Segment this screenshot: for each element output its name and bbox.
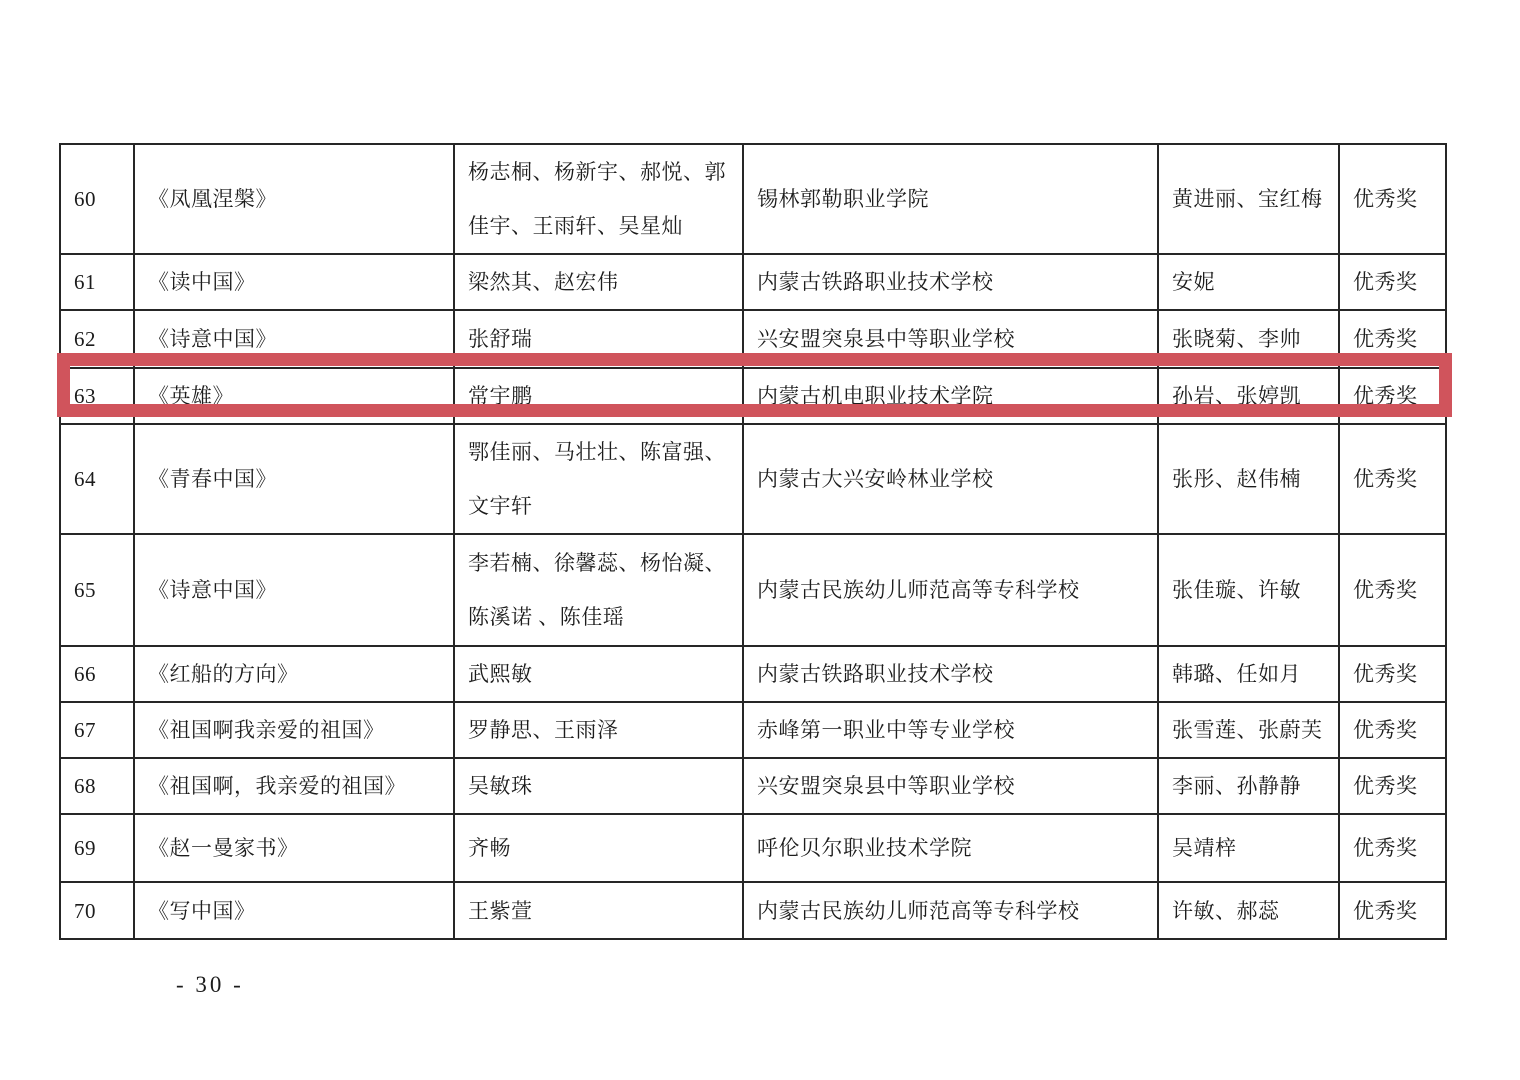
row-number-cell: 65 bbox=[60, 534, 134, 646]
table-row bbox=[60, 310, 1446, 368]
work-title-cell: 《祖国啊，我亲爱的祖国》 bbox=[134, 758, 454, 814]
participants-cell: 吴敏珠 bbox=[454, 758, 743, 814]
instructors-cell: 许敏、郝蕊 bbox=[1158, 882, 1339, 939]
instructors-cell: 孙岩、张婷凯 bbox=[1158, 368, 1339, 424]
row-number-cell: 67 bbox=[60, 702, 134, 758]
table-row bbox=[60, 424, 1446, 534]
school-cell: 赤峰第一职业中等专业学校 bbox=[743, 702, 1158, 758]
award-cell: 优秀奖 bbox=[1339, 882, 1446, 939]
instructors-cell: 吴靖梓 bbox=[1158, 814, 1339, 882]
row-number-cell: 63 bbox=[60, 368, 134, 424]
instructors-cell: 安妮 bbox=[1158, 254, 1339, 310]
award-cell: 优秀奖 bbox=[1339, 368, 1446, 424]
row-number-cell: 64 bbox=[60, 424, 134, 534]
school-cell: 内蒙古民族幼儿师范高等专科学校 bbox=[743, 882, 1158, 939]
participants-cell: 王紫萱 bbox=[454, 882, 743, 939]
participants-cell: 张舒瑞 bbox=[454, 310, 743, 368]
work-title-cell: 《写中国》 bbox=[134, 882, 454, 939]
table-row bbox=[60, 534, 1446, 646]
instructors-cell: 张晓菊、李帅 bbox=[1158, 310, 1339, 368]
page-number: - 30 - bbox=[176, 972, 244, 997]
school-cell: 内蒙古铁路职业技术学校 bbox=[743, 254, 1158, 310]
award-cell: 优秀奖 bbox=[1339, 254, 1446, 310]
work-title-cell: 《诗意中国》 bbox=[134, 310, 454, 368]
participants-cell: 杨志桐、杨新宇、郝悦、郭佳宇、王雨轩、吴星灿 bbox=[454, 144, 743, 254]
instructors-cell: 张雪莲、张蔚芙 bbox=[1158, 702, 1339, 758]
instructors-cell: 李丽、孙静静 bbox=[1158, 758, 1339, 814]
work-title-cell: 《凤凰涅槃》 bbox=[134, 144, 454, 254]
table-row bbox=[60, 882, 1446, 939]
school-cell: 内蒙古民族幼儿师范高等专科学校 bbox=[743, 534, 1158, 646]
instructors-cell: 黄进丽、宝红梅 bbox=[1158, 144, 1339, 254]
table-row-highlighted bbox=[60, 368, 1446, 424]
row-number-cell: 61 bbox=[60, 254, 134, 310]
row-number-cell: 68 bbox=[60, 758, 134, 814]
school-cell: 兴安盟突泉县中等职业学校 bbox=[743, 758, 1158, 814]
school-cell: 锡林郭勒职业学院 bbox=[743, 144, 1158, 254]
table-row bbox=[60, 646, 1446, 702]
school-cell: 内蒙古机电职业技术学院 bbox=[743, 368, 1158, 424]
table-row bbox=[60, 254, 1446, 310]
participants-cell: 梁然其、赵宏伟 bbox=[454, 254, 743, 310]
instructors-cell: 张佳璇、许敏 bbox=[1158, 534, 1339, 646]
awards-table bbox=[59, 143, 1447, 940]
row-number-cell: 66 bbox=[60, 646, 134, 702]
award-cell: 优秀奖 bbox=[1339, 424, 1446, 534]
school-cell: 内蒙古铁路职业技术学校 bbox=[743, 646, 1158, 702]
table-row bbox=[60, 758, 1446, 814]
award-cell: 优秀奖 bbox=[1339, 758, 1446, 814]
work-title-cell: 《读中国》 bbox=[134, 254, 454, 310]
work-title-cell: 《诗意中国》 bbox=[134, 534, 454, 646]
instructors-cell: 张彤、赵伟楠 bbox=[1158, 424, 1339, 534]
work-title-cell: 《祖国啊我亲爱的祖国》 bbox=[134, 702, 454, 758]
participants-cell: 罗静思、王雨泽 bbox=[454, 702, 743, 758]
work-title-cell: 《青春中国》 bbox=[134, 424, 454, 534]
award-cell: 优秀奖 bbox=[1339, 310, 1446, 368]
awards-table-body bbox=[60, 144, 1446, 939]
table-row bbox=[60, 702, 1446, 758]
table-row bbox=[60, 144, 1446, 254]
participants-cell: 李若楠、徐馨蕊、杨怡凝、陈溪诺 、陈佳瑶 bbox=[454, 534, 743, 646]
work-title-cell: 《英雄》 bbox=[134, 368, 454, 424]
work-title-cell: 《红船的方向》 bbox=[134, 646, 454, 702]
row-number-cell: 69 bbox=[60, 814, 134, 882]
row-number-cell: 60 bbox=[60, 144, 134, 254]
award-cell: 优秀奖 bbox=[1339, 646, 1446, 702]
award-cell: 优秀奖 bbox=[1339, 814, 1446, 882]
participants-cell: 齐畅 bbox=[454, 814, 743, 882]
work-title-cell: 《赵一曼家书》 bbox=[134, 814, 454, 882]
participants-cell: 鄂佳丽、马壮壮、陈富强、文宇轩 bbox=[454, 424, 743, 534]
award-cell: 优秀奖 bbox=[1339, 534, 1446, 646]
instructors-cell: 韩璐、任如月 bbox=[1158, 646, 1339, 702]
award-cell: 优秀奖 bbox=[1339, 144, 1446, 254]
row-number-cell: 62 bbox=[60, 310, 134, 368]
participants-cell: 常宇鹏 bbox=[454, 368, 743, 424]
row-number-cell: 70 bbox=[60, 882, 134, 939]
participants-cell: 武熙敏 bbox=[454, 646, 743, 702]
award-cell: 优秀奖 bbox=[1339, 702, 1446, 758]
school-cell: 呼伦贝尔职业技术学院 bbox=[743, 814, 1158, 882]
school-cell: 内蒙古大兴安岭林业学校 bbox=[743, 424, 1158, 534]
school-cell: 兴安盟突泉县中等职业学校 bbox=[743, 310, 1158, 368]
table-row bbox=[60, 814, 1446, 882]
